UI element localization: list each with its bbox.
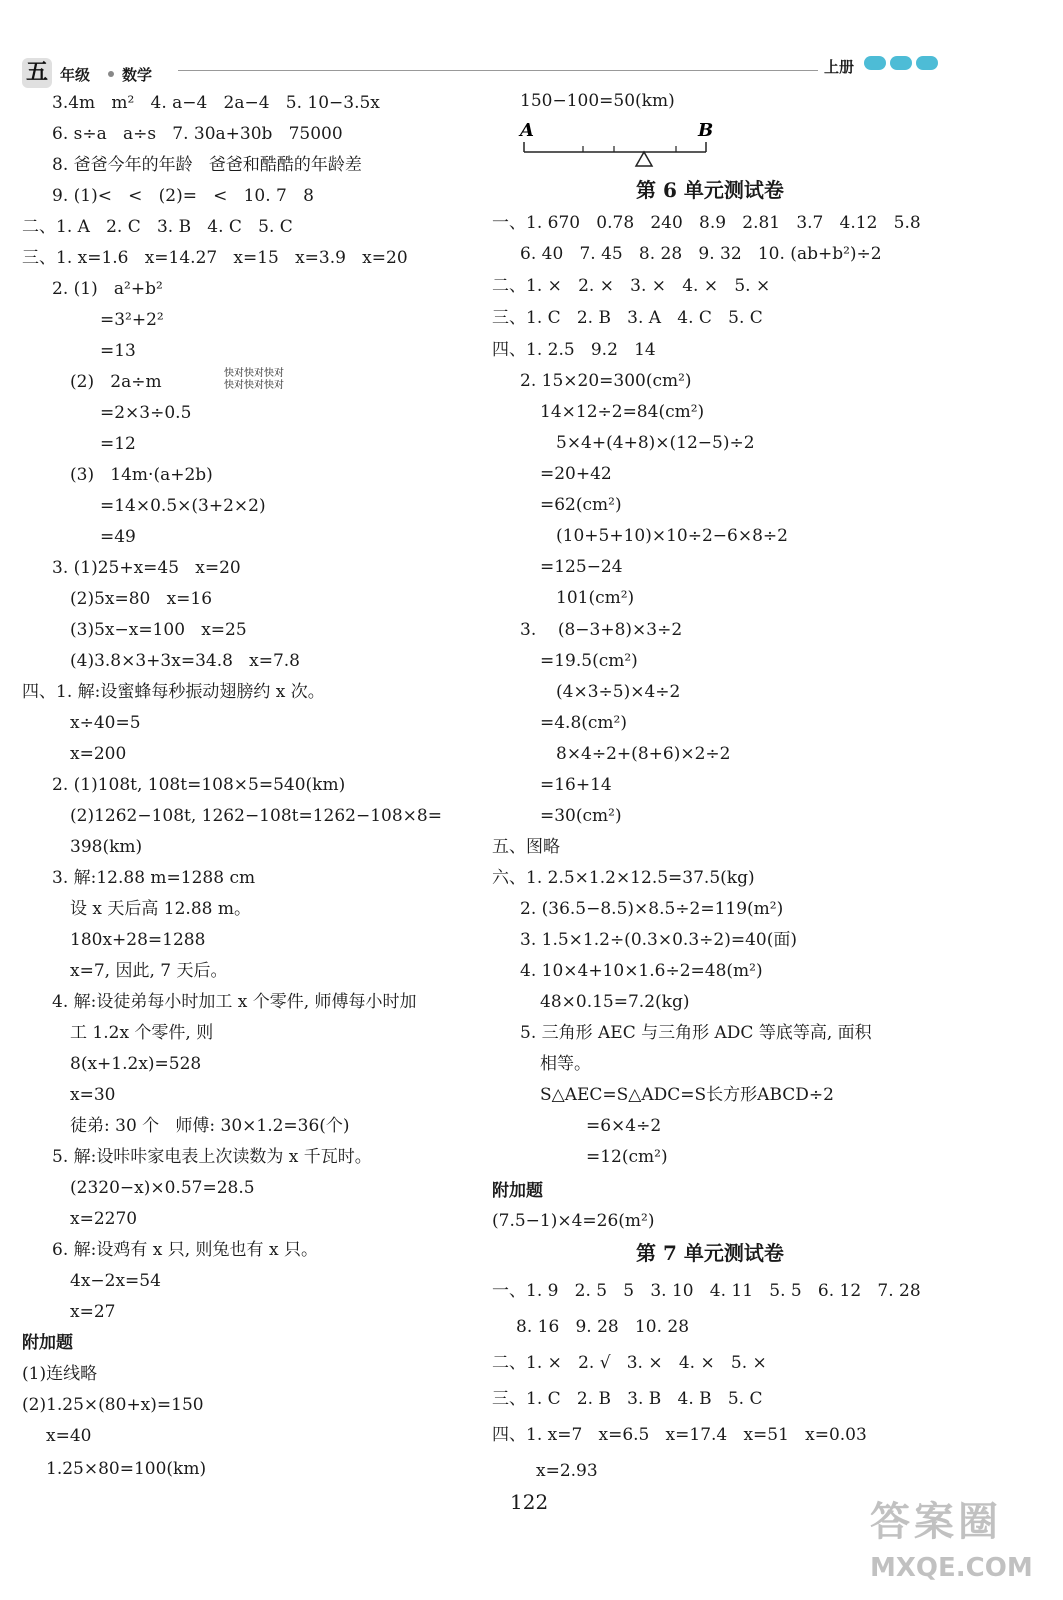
answer-line: 附加题 xyxy=(492,1181,543,1201)
answer-line: 2. (1) a²+b² xyxy=(52,279,163,299)
answer-line: 一、1. 9 2. 5 5 3. 10 4. 11 5. 5 6. 12 7. 28 xyxy=(492,1281,921,1301)
answer-line: x=40 xyxy=(46,1426,92,1446)
answer-line: x=30 xyxy=(70,1085,116,1105)
answer-line: 48×0.15=7.2(kg) xyxy=(540,992,690,1012)
grade-badge: 五 xyxy=(22,58,52,88)
answer-line: 工 1.2x 个零件, 则 xyxy=(70,1023,214,1043)
answer-line: 相等。 xyxy=(540,1054,591,1074)
answer-line: =6×4÷2 xyxy=(586,1116,662,1136)
answer-line: 2. (36.5−8.5)×8.5÷2=119(m²) xyxy=(520,899,784,919)
answer-line: 二、1. × 2. √ 3. × 4. × 5. × xyxy=(492,1353,767,1373)
answer-line: 三、1. x=1.6 x=14.27 x=15 x=3.9 x=20 xyxy=(22,248,408,268)
answer-line: x=7, 因此, 7 天后。 xyxy=(70,961,228,981)
grade-label: 年级 xyxy=(60,66,91,84)
answer-line: =49 xyxy=(100,527,136,547)
watermark-url: MXQE.COM xyxy=(870,1553,1033,1583)
answer-line: 徒弟: 30 个 师傅: 30×1.2=36(个) xyxy=(70,1116,350,1136)
answer-line: 设 x 天后高 12.88 m。 xyxy=(70,899,251,919)
answer-line: (1)连线略 xyxy=(22,1364,98,1384)
header-rule xyxy=(178,70,818,71)
answer-line: 六、1. 2.5×1.2×12.5=37.5(kg) xyxy=(492,868,755,888)
watermark xyxy=(870,1490,1050,1595)
answer-line: 四、1. x=7 x=6.5 x=17.4 x=51 x=0.03 xyxy=(492,1425,867,1445)
answer-line: (2)1.25×(80+x)=150 xyxy=(22,1395,204,1415)
triangle-marker xyxy=(636,152,652,166)
answer-line: S△AEC=S△ADC=S长方形ABCD÷2 xyxy=(540,1085,834,1105)
answer-line: (4×3÷5)×4÷2 xyxy=(556,682,681,702)
answer-line: 三、1. C 2. B 3. A 4. C 5. C xyxy=(492,308,763,328)
answer-line: x=2.93 xyxy=(536,1461,598,1481)
answer-line: 8. 爸爸今年的年龄 爸爸和酷酷的年龄差 xyxy=(52,155,362,175)
answer-line: (3)5x−x=100 x=25 xyxy=(70,620,247,640)
answer-line: 6. 解:设鸡有 x 只, 则兔也有 x 只。 xyxy=(52,1240,318,1260)
number-line-diagram xyxy=(510,118,730,170)
answer-line: 5. 解:设咔咔家电表上次读数为 x 千瓦时。 xyxy=(52,1147,372,1167)
volume-label: 上册 xyxy=(824,58,855,76)
answer-line: (7.5−1)×4=26(m²) xyxy=(492,1211,655,1231)
decoration-icon xyxy=(916,56,938,70)
answer-line: 1.25×80=100(km) xyxy=(46,1459,207,1479)
section-title: 第 7 单元测试卷 xyxy=(636,1241,784,1265)
answer-line: 3. 1.5×1.2÷(0.3×0.3÷2)=40(面) xyxy=(520,930,797,950)
answer-line: =14×0.5×(3+2×2) xyxy=(100,496,266,516)
answer-line: 8×4÷2+(8+6)×2÷2 xyxy=(556,744,731,764)
answer-line: (2320−x)×0.57=28.5 xyxy=(70,1178,255,1198)
answer-line: 14×12÷2=84(cm²) xyxy=(540,402,705,422)
answer-line: =12 xyxy=(100,434,136,454)
answer-line: 150−100=50(km) xyxy=(520,91,675,111)
answer-line: 附加题 xyxy=(22,1333,73,1353)
answer-line: =13 xyxy=(100,341,136,361)
answer-line: 6. 40 7. 45 8. 28 9. 32 10. (ab+b²)÷2 xyxy=(520,244,882,264)
answer-line: (2)5x=80 x=16 xyxy=(70,589,213,609)
answer-line: 180x+28=1288 xyxy=(70,930,206,950)
answer-line: (3) 14m·(a+2b) xyxy=(70,465,213,485)
answer-line: 3. (8−3+8)×3÷2 xyxy=(520,620,683,640)
decoration-icon xyxy=(890,56,912,70)
answer-line: =4.8(cm²) xyxy=(540,713,628,733)
answer-line: =125−24 xyxy=(540,557,623,577)
answer-line: x=27 xyxy=(70,1302,116,1322)
answer-line: 一、1. 670 0.78 240 8.9 2.81 3.7 4.12 5.8 xyxy=(492,213,921,233)
answer-line: 二、1. × 2. × 3. × 4. × 5. × xyxy=(492,276,771,296)
label-a: A xyxy=(520,120,534,141)
answer-line: 8(x+1.2x)=528 xyxy=(70,1054,202,1074)
answer-line: =12(cm²) xyxy=(586,1147,668,1167)
answer-line: 4. 10×4+10×1.6÷2=48(m²) xyxy=(520,961,763,981)
answer-line: (10+5+10)×10÷2−6×8÷2 xyxy=(556,526,788,546)
answer-line: 5. 三角形 AEC 与三角形 ADC 等底等高, 面积 xyxy=(520,1023,872,1043)
answer-line: 4. 解:设徒弟每小时加工 x 个零件, 师傅每小时加 xyxy=(52,992,417,1012)
answer-line: 2. 15×20=300(cm²) xyxy=(520,371,692,391)
page-header xyxy=(18,52,1048,88)
answer-line: x=2270 xyxy=(70,1209,138,1229)
answer-line: 四、1. 解:设蜜蜂每秒振动翅膀约 x 次。 xyxy=(22,682,325,702)
subject-label: 数学 xyxy=(122,66,153,84)
answer-line: 3. (1)25+x=45 x=20 xyxy=(52,558,241,578)
label-b: B xyxy=(698,120,714,141)
answer-line: 3.4m m² 4. a−4 2a−4 5. 10−3.5x xyxy=(52,93,380,113)
answer-line: 4x−2x=54 xyxy=(70,1271,161,1291)
separator-dot xyxy=(108,71,114,77)
answer-line: =2×3÷0.5 xyxy=(100,403,192,423)
answer-line: 三、1. C 2. B 3. B 4. B 5. C xyxy=(492,1389,763,1409)
decoration-icon xyxy=(864,56,886,70)
answer-line: =3²+2² xyxy=(100,310,164,330)
answer-line: 6. s÷a a÷s 7. 30a+30b 75000 xyxy=(52,124,343,144)
answer-line: =19.5(cm²) xyxy=(540,651,638,671)
answer-line: (2) 2a÷m xyxy=(70,372,162,392)
answer-line: (4)3.8×3+3x=34.8 x=7.8 xyxy=(70,651,300,671)
answer-line: x÷40=5 xyxy=(70,713,141,733)
answer-line: =30(cm²) xyxy=(540,806,622,826)
watermark-note: 快对快对快对 快对快对快对 xyxy=(224,368,284,391)
answer-line: 9. (1)< < (2)= < 10. 7 8 xyxy=(52,186,314,206)
answer-line: 五、图略 xyxy=(492,837,560,857)
answer-line: 8. 16 9. 28 10. 28 xyxy=(516,1317,690,1337)
answer-line: (2)1262−108t, 1262−108t=1262−108×8= xyxy=(70,806,442,826)
answer-line: x=200 xyxy=(70,744,127,764)
answer-line: 5×4+(4+8)×(12−5)÷2 xyxy=(556,433,755,453)
answer-line: =62(cm²) xyxy=(540,495,622,515)
answer-line: =16+14 xyxy=(540,775,612,795)
answer-line: 二、1. A 2. C 3. B 4. C 5. C xyxy=(22,217,293,237)
answer-line: =20+42 xyxy=(540,464,612,484)
watermark-logo-text: 答案圈 xyxy=(870,1499,1002,1545)
answer-line: 398(km) xyxy=(70,837,143,857)
section-title: 第 6 单元测试卷 xyxy=(636,178,784,202)
answer-line: 2. (1)108t, 108t=108×5=540(km) xyxy=(52,775,346,795)
answer-line: 四、1. 2.5 9.2 14 xyxy=(492,340,656,360)
answer-line: 3. 解:12.88 m=1288 cm xyxy=(52,868,256,888)
answer-line: 101(cm²) xyxy=(556,588,635,608)
page-number: 122 xyxy=(510,1490,549,1514)
